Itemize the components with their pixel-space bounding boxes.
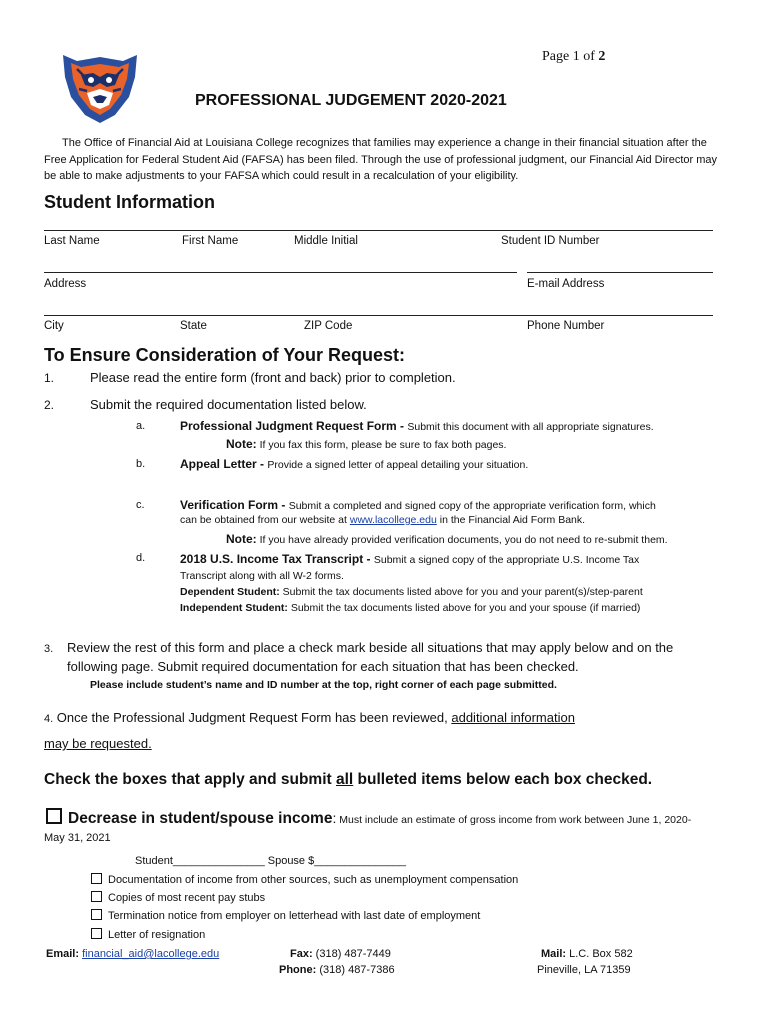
website-link[interactable]: www.lacollege.edu bbox=[349, 514, 437, 526]
address-label: Address bbox=[44, 278, 87, 290]
independent-student-line bbox=[180, 602, 640, 614]
last-name-label: Last Name bbox=[44, 235, 100, 247]
footer-email bbox=[46, 948, 219, 960]
step-2-num: 2. bbox=[44, 398, 55, 412]
mail-box: L.C. Box 582 bbox=[566, 948, 633, 960]
step-4-underlined-2: may be requested. bbox=[44, 736, 152, 751]
decrease-income-row bbox=[46, 808, 691, 828]
phone-label: Phone Number bbox=[527, 320, 605, 332]
city-field-line[interactable] bbox=[44, 315, 713, 316]
item-a-title: Professional Judgment Request Form - bbox=[180, 419, 408, 433]
decrease-income-checkbox[interactable] bbox=[46, 808, 62, 824]
doc-item-4-checkbox[interactable] bbox=[91, 928, 102, 939]
doc-item-3 bbox=[91, 909, 480, 922]
item-b-title: Appeal Letter - bbox=[180, 457, 268, 471]
item-d-title: 2018 U.S. Income Tax Transcript - bbox=[180, 552, 374, 566]
step-1-num: 1. bbox=[44, 371, 55, 385]
phone-label: Phone: bbox=[279, 964, 317, 976]
footer-fax bbox=[290, 948, 391, 960]
city-label: City bbox=[44, 320, 64, 332]
item-c bbox=[180, 496, 656, 514]
item-a-note bbox=[226, 435, 506, 453]
page-number bbox=[542, 49, 605, 65]
check-heading-post: bulleted items below each box checked. bbox=[353, 771, 653, 788]
item-c-note bbox=[226, 530, 668, 548]
page-title: PROFESSIONAL JUDGEMENT 2020-2021 bbox=[195, 92, 507, 109]
item-c-text-1: Submit a completed and signed copy of the appropriate verification form, which bbox=[288, 500, 656, 512]
intro-text: The Office of Financial Aid at Louisiana College recognizes that families may experience a change in their financial situation after the Free Application for Federal Student Aid (FAFSA) has been filed. Through the use of professional judgment, our Financial Aid Director may be able to make adjustments to your FAFSA which could result in a recalculation of your eligibility. bbox=[44, 137, 717, 182]
item-d-text-2: Transcript along with all W-2 forms. bbox=[180, 570, 344, 582]
email-label: E-mail Address bbox=[527, 278, 605, 290]
footer-mail-city: Pineville, LA 71359 bbox=[537, 964, 631, 976]
item-d bbox=[180, 550, 639, 568]
doc-item-3-label: Termination notice from employer on letterhead with last date of employment bbox=[108, 910, 481, 922]
step-3-line-2: following page. Submit required documentation for each situation that has been checked. bbox=[67, 659, 579, 674]
student-info-heading: Student Information bbox=[44, 192, 215, 212]
step-4-text: Once the Professional Judgment Request Form has been reviewed, bbox=[53, 710, 452, 725]
doc-item-2-checkbox[interactable] bbox=[91, 891, 102, 902]
page-label: Page 1 of bbox=[542, 49, 599, 64]
doc-item-3-checkbox[interactable] bbox=[91, 909, 102, 920]
step-4-underlined-1: additional information bbox=[451, 710, 575, 725]
item-c-text-2b: in the Financial Aid Form Bank. bbox=[436, 514, 586, 526]
independent-text: Submit the tax documents listed above for you and your spouse (if married) bbox=[287, 602, 641, 614]
doc-item-4 bbox=[91, 928, 205, 941]
item-b bbox=[180, 455, 528, 473]
email-link[interactable]: financial_aid@lacollege.edu bbox=[82, 948, 220, 960]
doc-item-4-label: Letter of resignation bbox=[108, 929, 206, 941]
check-heading-pre: Check the boxes that apply and submit bbox=[44, 771, 336, 788]
footer-phone bbox=[279, 964, 395, 976]
first-name-label: First Name bbox=[182, 235, 239, 247]
item-c-line-2 bbox=[180, 514, 585, 526]
dependent-student-line bbox=[180, 586, 643, 598]
dependent-label: Dependent Student: bbox=[180, 586, 280, 598]
step-3-note: Please include student’s name and ID number at the top, right corner of each page submitted. bbox=[90, 679, 557, 691]
fax-number: (318) 487-7449 bbox=[312, 948, 391, 960]
step-3-num: 3. bbox=[44, 643, 54, 655]
item-a-note-label: Note: bbox=[226, 437, 257, 451]
item-c-note-text: If you have already provided verification documents, you do not need to re-submit them. bbox=[256, 534, 668, 546]
doc-item-1-label: Documentation of income from other sources, such as unemployment compensation bbox=[108, 874, 519, 886]
item-b-num: b. bbox=[136, 458, 146, 470]
item-a bbox=[180, 417, 654, 435]
doc-item-2-label: Copies of most recent pay stubs bbox=[108, 892, 266, 904]
email-field-line[interactable] bbox=[527, 272, 713, 273]
decrease-income-colon: : bbox=[332, 810, 337, 826]
middle-initial-label: Middle Initial bbox=[294, 235, 358, 247]
doc-item-1-checkbox[interactable] bbox=[91, 873, 102, 884]
item-a-note-text: If you fax this form, please be sure to fax both pages. bbox=[256, 439, 507, 451]
footer-mail bbox=[541, 948, 633, 960]
check-boxes-heading bbox=[44, 771, 652, 789]
doc-item-2 bbox=[91, 891, 265, 904]
item-c-title: Verification Form - bbox=[180, 498, 289, 512]
state-label: State bbox=[180, 320, 207, 332]
item-c-num: c. bbox=[136, 499, 145, 511]
item-a-num: a. bbox=[136, 420, 146, 432]
dependent-text: Submit the tax documents listed above for you and your parent(s)/step-parent bbox=[279, 586, 643, 598]
decrease-income-desc-1: Must include an estimate of gross income from work between June 1, 2020- bbox=[336, 814, 692, 826]
item-c-text-2a: can be obtained from our website at bbox=[180, 514, 350, 526]
decrease-income-desc-2: May 31, 2021 bbox=[44, 832, 111, 844]
zip-label: ZIP Code bbox=[304, 320, 353, 332]
step-3-line-1: Review the rest of this form and place a check mark beside all situations that may apply below and on the bbox=[67, 640, 674, 655]
step-4-num: 4. bbox=[44, 713, 54, 725]
decrease-income-title: Decrease in student/spouse income bbox=[68, 810, 333, 827]
item-d-text-1: Submit a signed copy of the appropriate U.S. Income Tax bbox=[373, 554, 640, 566]
check-heading-all: all bbox=[335, 771, 354, 788]
step-4 bbox=[44, 710, 575, 725]
step-1-text: Please read the entire form (front and back) prior to completion. bbox=[90, 370, 456, 385]
college-logo bbox=[55, 47, 145, 127]
doc-item-1 bbox=[91, 873, 518, 886]
independent-label: Independent Student: bbox=[180, 602, 288, 614]
intro-paragraph bbox=[44, 135, 728, 185]
item-c-note-label: Note: bbox=[226, 532, 257, 546]
student-id-label: Student ID Number bbox=[501, 235, 600, 247]
item-a-text: Submit this document with all appropriate signatures. bbox=[407, 421, 654, 433]
name-field-line[interactable] bbox=[44, 230, 713, 231]
consideration-heading: To Ensure Consideration of Your Request: bbox=[44, 345, 406, 365]
item-d-num: d. bbox=[136, 552, 146, 564]
step-2-text: Submit the required documentation listed below. bbox=[90, 397, 367, 412]
mail-label: Mail: bbox=[541, 948, 567, 960]
address-field-line[interactable] bbox=[44, 272, 517, 273]
fax-label: Fax: bbox=[290, 948, 313, 960]
student-spouse-income-fields[interactable]: Student_______________ Spouse $_______________ bbox=[135, 855, 406, 867]
email-label: Email: bbox=[46, 948, 83, 960]
item-b-text: Provide a signed letter of appeal detailing your situation. bbox=[267, 459, 529, 471]
page-total: 2 bbox=[598, 49, 606, 64]
phone-number: (318) 487-7386 bbox=[316, 964, 395, 976]
